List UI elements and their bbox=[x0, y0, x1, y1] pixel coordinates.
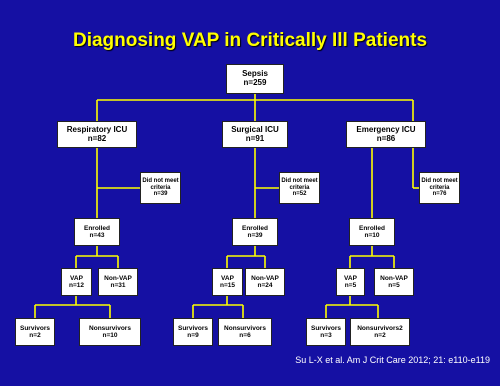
node-label: Did not meet bbox=[142, 177, 179, 184]
node-survivors-respiratory bbox=[15, 318, 55, 346]
node-nonsurvivors-emergency bbox=[350, 318, 410, 346]
node-label: Enrolled bbox=[358, 224, 385, 232]
node-label: Non-VAP bbox=[380, 274, 408, 282]
node-count: n=39 bbox=[247, 232, 263, 239]
node-count: n=91 bbox=[245, 133, 265, 143]
node-count: n=24 bbox=[257, 282, 273, 289]
node-enrolled-emergency bbox=[349, 218, 395, 246]
node-label: Survivors bbox=[178, 324, 208, 332]
node-label: criteria bbox=[289, 184, 310, 191]
node-count: n=2 bbox=[374, 332, 386, 339]
node-count: n=43 bbox=[89, 232, 105, 239]
node-label: VAP bbox=[70, 274, 83, 282]
node-nonsurvivors-respiratory bbox=[79, 318, 141, 346]
node-label: VAP bbox=[344, 274, 357, 282]
node-count: n=15 bbox=[220, 282, 235, 289]
node-nonvap-emergency bbox=[374, 268, 414, 296]
node-excluded-surgical bbox=[279, 172, 320, 204]
node-label: Respiratory ICU bbox=[66, 124, 128, 134]
node-vap-surgical bbox=[212, 268, 243, 296]
node-label: Surgical ICU bbox=[231, 124, 279, 134]
node-count: n=259 bbox=[243, 78, 267, 87]
node-excluded-emergency bbox=[419, 172, 460, 204]
node-label: Survivors bbox=[311, 324, 341, 332]
node-sepsis bbox=[226, 64, 284, 94]
node-count: n=39 bbox=[153, 191, 168, 198]
node-count: n=52 bbox=[292, 191, 307, 198]
node-count: n=5 bbox=[388, 282, 400, 289]
node-count: n=2 bbox=[29, 332, 41, 339]
node-label: Enrolled bbox=[241, 224, 268, 232]
node-count: n=76 bbox=[432, 191, 447, 198]
node-label: Emergency ICU bbox=[356, 124, 416, 134]
node-surgical-icu bbox=[222, 121, 288, 148]
node-excluded-respiratory bbox=[140, 172, 181, 204]
citation: Su L-X et al. Am J Crit Care 2012; 21: e110-e119 bbox=[295, 355, 490, 365]
node-count: n=31 bbox=[110, 282, 126, 289]
node-label: criteria bbox=[150, 184, 171, 191]
node-label: Non-VAP bbox=[251, 274, 279, 282]
node-count: n=3 bbox=[320, 332, 332, 339]
node-survivors-surgical bbox=[173, 318, 213, 346]
node-vap-respiratory bbox=[61, 268, 92, 296]
node-count: n=10 bbox=[102, 332, 118, 339]
node-label: Sepsis bbox=[242, 69, 268, 79]
node-count: n=6 bbox=[239, 332, 251, 339]
node-count: n=12 bbox=[69, 282, 84, 289]
node-count: n=10 bbox=[364, 232, 380, 239]
node-emergency-icu bbox=[346, 121, 426, 148]
node-label: Nonsurvivors bbox=[89, 324, 131, 332]
node-nonvap-surgical bbox=[245, 268, 285, 296]
node-enrolled-respiratory bbox=[74, 218, 120, 246]
node-count: n=86 bbox=[376, 133, 396, 143]
node-label: Nonsurvivors bbox=[224, 324, 266, 332]
node-label: Did not meet bbox=[281, 177, 318, 184]
node-vap-emergency bbox=[336, 268, 365, 296]
slide-title: Diagnosing VAP in Critically Ill Patients bbox=[72, 30, 428, 51]
node-count: n=9 bbox=[187, 332, 199, 339]
node-survivors-emergency bbox=[306, 318, 346, 346]
node-respiratory-icu bbox=[57, 121, 137, 148]
node-enrolled-surgical bbox=[232, 218, 278, 246]
node-count: n=82 bbox=[87, 133, 107, 143]
node-label: VAP bbox=[221, 274, 234, 282]
node-label: Did not meet bbox=[421, 177, 458, 184]
node-label: Enrolled bbox=[83, 224, 110, 232]
node-nonsurvivors-surgical bbox=[218, 318, 272, 346]
node-label: Non-VAP bbox=[104, 274, 132, 282]
node-label: criteria bbox=[429, 184, 450, 191]
node-nonvap-respiratory bbox=[98, 268, 138, 296]
node-count: n=5 bbox=[344, 282, 357, 289]
node-label: Nonsurvivors2 bbox=[357, 324, 403, 332]
node-label: Survivors bbox=[20, 324, 50, 332]
